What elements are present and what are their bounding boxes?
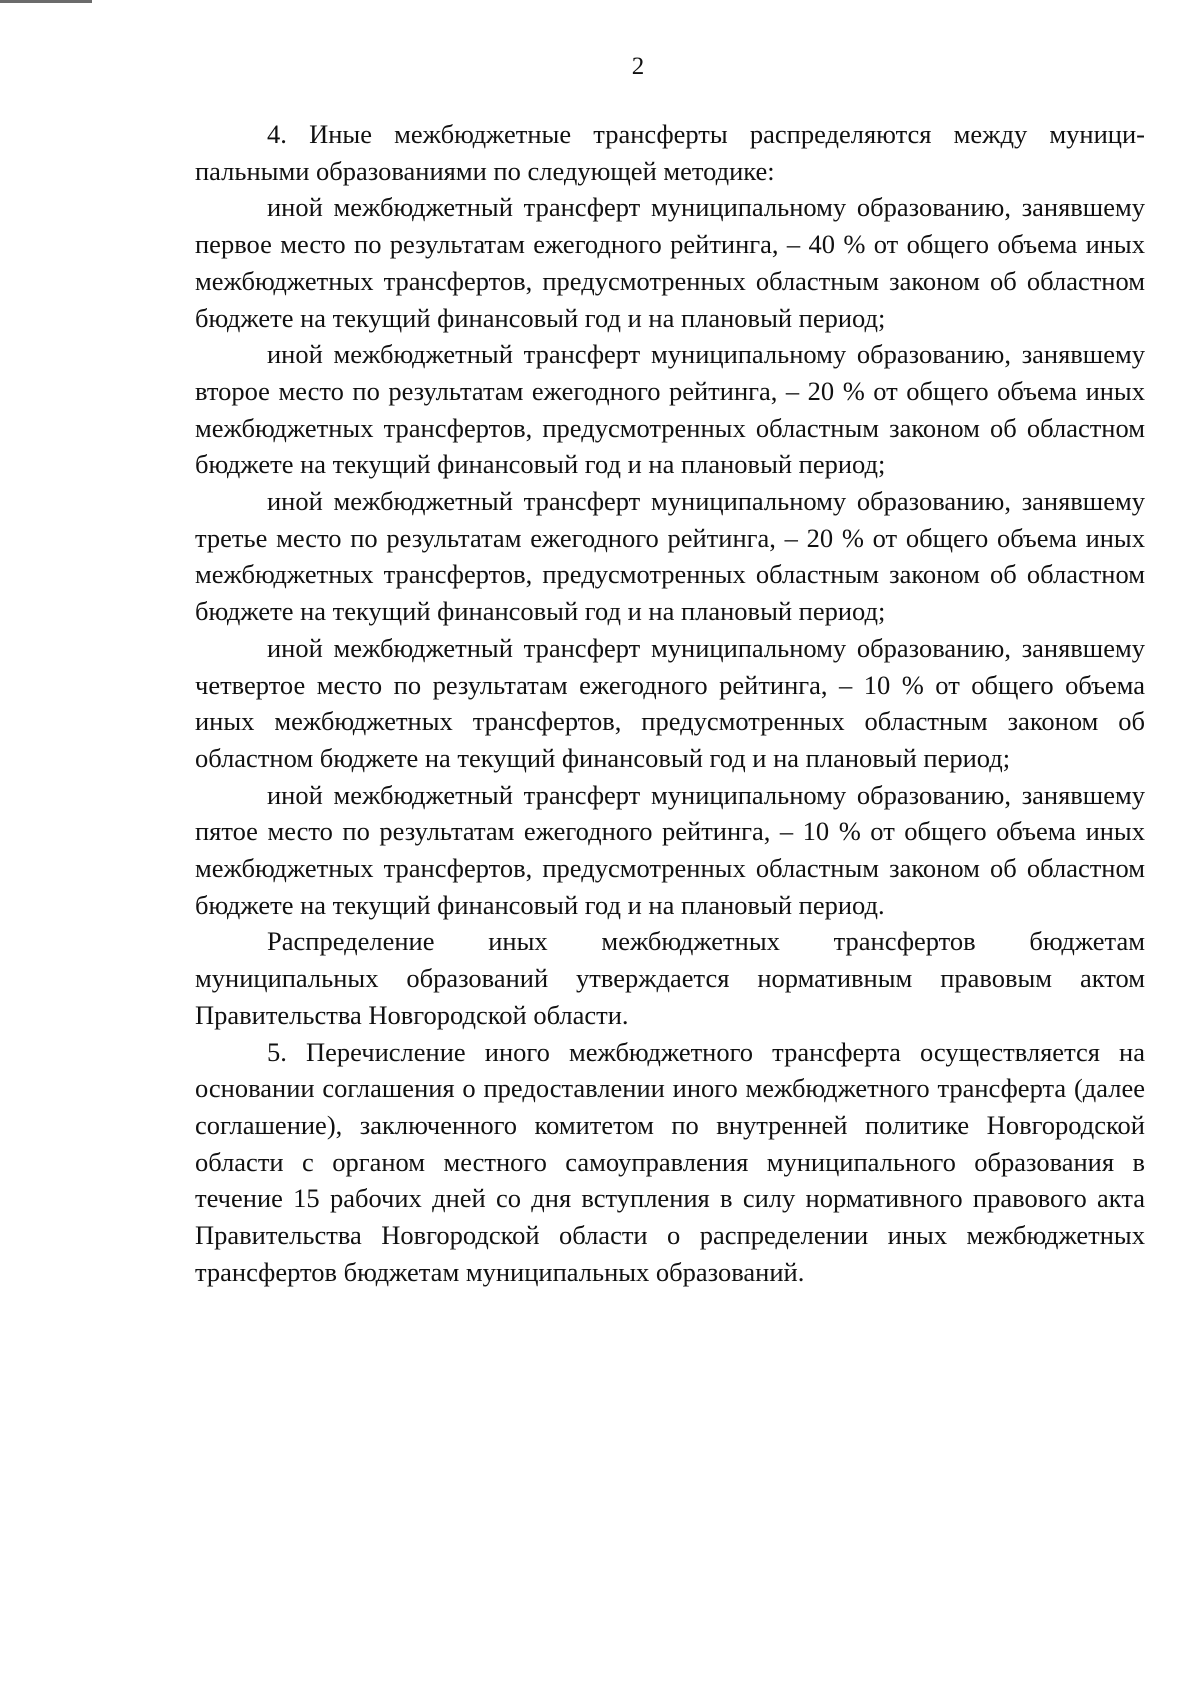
paragraph-second-place: иной межбюджетный трансферт муниципальному образованию, занявшему второе место по результатам ежегодного рейтинга, – 20 % от общего объема иных межбюджетных трансфертов, предусмотренных областным законом об областном бюджете на текущий финансовый год и на плановый период; [195, 339, 1145, 480]
paragraph-fifth-place: иной межбюджетный трансферт муниципальному образованию, занявшему пятое место по результатам ежегодного рейтинга, – 10 % от общего объема иных межбюджетных трансфертов, предусмотренных областным законом об областном бюджете на текущий финансовый год и на плановый период. [195, 779, 1145, 920]
document-body [195, 116, 1145, 1291]
paragraph-fourth-place: иной межбюджетный трансферт муниципальному образованию, занявшему четвертое место по результатам ежегодного рейтинга, – 10 % от общего объема иных межбюджетных трансфертов, предусмотренных областным законом об областном бюджете на текущий финансовый год и на плановый период; [195, 632, 1145, 773]
paragraph-first-place: иной межбюджетный трансферт муниципальному образованию, занявшему первое место по результатам ежегодного рейтинга, – 40 % от общего объема иных межбюджетных трансфертов, предусмотренных областным законом об областном бюджете на текущий финансовый год и на плановый период; [195, 192, 1145, 333]
scan-edge-mark [0, 0, 92, 3]
page-number: 2 [631, 53, 645, 80]
paragraph-third-place: иной межбюджетный трансферт муниципальному образованию, занявшему третье место по результатам ежегодного рейтинга, – 20 % от общего объема иных межбюджетных трансфертов, предусмотренных областным законом об областном бюджете на текущий финансовый год и на плановый период; [195, 486, 1145, 627]
paragraph-item-4: 4. Иные межбюджетные трансферты распределяются между муниципальными образованиями по следующей методике: [195, 119, 1145, 186]
paragraph-item-5: 5. Перечисление иного межбюджетного трансферта осуществляется на основании соглашения о предоставлении иного межбюджетного трансферта (далее соглашение), заключенного комитетом по внутренней политике Новгородской области с органом местного самоуправления муниципального образования в течение 15 рабочих дней со дня вступления в силу нормативного правового акта Правительства Новгородской области о распределении иных межбюджетных трансфертов бюджетам муниципальных образований. [195, 1036, 1145, 1287]
paragraph-distribution: Распределение иных межбюджетных трансфертов бюджетам муниципальных образований утверждается нормативным правовым актом Правительства Новгородской области. [195, 926, 1145, 1030]
